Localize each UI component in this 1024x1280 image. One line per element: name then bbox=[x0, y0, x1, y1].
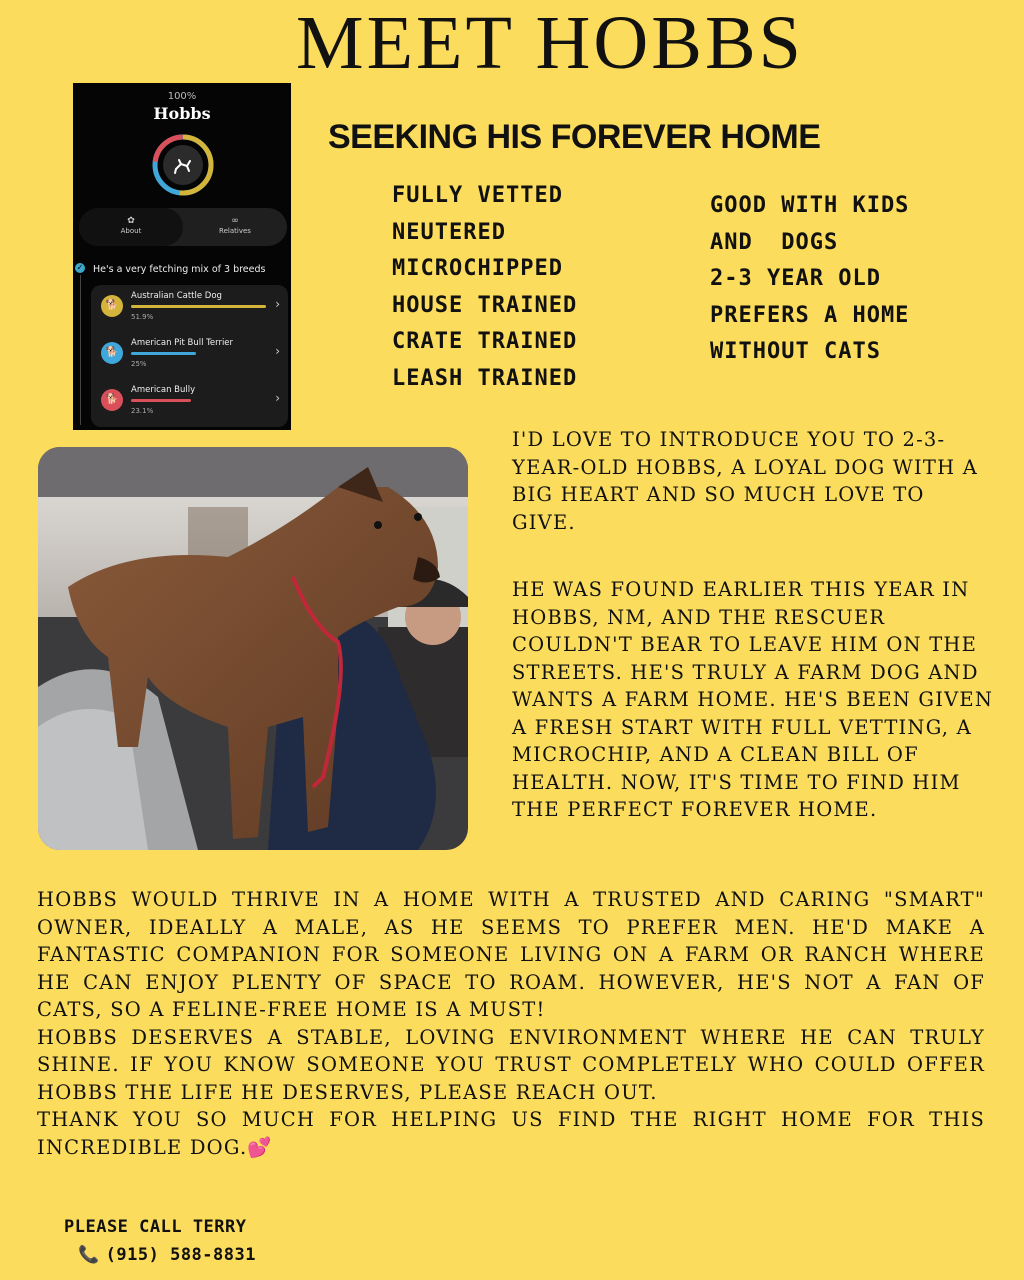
breed-percent: 23.1% bbox=[131, 407, 154, 415]
breed-bar bbox=[131, 399, 191, 402]
contact-label: PLEASE CALL TERRY bbox=[64, 1217, 247, 1237]
trait-item: LEASH TRAINED bbox=[392, 365, 578, 391]
trait-item: NEUTERED bbox=[392, 219, 506, 245]
breed-name: Australian Cattle Dog bbox=[131, 291, 222, 301]
paw-icon: ✿ bbox=[127, 216, 135, 226]
dog-silhouette-icon: 🐕 bbox=[101, 389, 123, 411]
trait-item: WITHOUT CATS bbox=[710, 339, 881, 364]
poster-title: MEET HOBBS bbox=[296, 1, 804, 85]
chevron-right-icon: › bbox=[275, 297, 280, 311]
traits-list-left bbox=[392, 178, 577, 397]
tab-about-label: About bbox=[120, 227, 142, 235]
trait-item: CRATE TRAINED bbox=[392, 329, 578, 354]
trait-item: AND DOGS bbox=[710, 229, 839, 255]
breed-name: American Pit Bull Terrier bbox=[131, 338, 234, 348]
details-text bbox=[37, 886, 985, 1161]
phone-icon: 📞 bbox=[78, 1245, 100, 1265]
chevron-right-icon: › bbox=[275, 344, 280, 358]
trait-item: MICROCHIPPED bbox=[392, 256, 563, 281]
intro-text: I'D LOVE TO INTRODUCE YOU TO 2-3-YEAR-OLD HOBBS, A LOYAL DOG WITH A BIG HEART AND SO MUCH LOVE TO GIVE. bbox=[512, 428, 978, 534]
breed-percent: 25% bbox=[131, 360, 147, 368]
breed-name: American Bully bbox=[131, 385, 196, 395]
breed-bar bbox=[131, 305, 266, 308]
trait-item: 2-3 YEAR OLD bbox=[710, 266, 881, 291]
chevron-right-icon: › bbox=[275, 391, 280, 405]
details-paragraph: THANK YOU SO MUCH FOR HELPING US FIND THE RIGHT HOME FOR THIS INCREDIBLE DOG.💕 bbox=[37, 1108, 985, 1159]
check-icon: ✓ bbox=[76, 263, 84, 272]
app-tab-bar bbox=[79, 208, 287, 246]
details-paragraph: HOBBS WOULD THRIVE IN A HOME WITH A TRUSTED AND CARING "SMART" OWNER, IDEALLY A MALE, AS HE SEEMS TO PREFER MEN. HE'D MAKE A FANTASTIC COMPANION FOR SOMEONE LIVING ON A FARM OR RANCH WHERE HE CAN ENJOY PLENTY OF SPACE TO ROAM. HOWEVER, HE'S NOT A FAN OF CATS, SO A FELINE-FREE HOME IS A MUST! bbox=[37, 888, 985, 1021]
trait-item: PREFERS A HOME bbox=[710, 302, 910, 328]
trait-item: FULLY VETTED bbox=[392, 183, 563, 208]
tab-relatives[interactable] bbox=[183, 208, 287, 246]
phone-number[interactable]: (915) 588-8831 bbox=[105, 1245, 256, 1265]
app-percent: 100% bbox=[167, 91, 197, 102]
traits-list-right bbox=[710, 188, 909, 371]
dna-app-screenshot bbox=[73, 83, 291, 430]
breed-ring-chart bbox=[151, 133, 215, 197]
breed-row-american-bully[interactable] bbox=[91, 379, 288, 426]
breeds-heading: He's a very fetching mix of 3 breeds bbox=[93, 264, 266, 275]
breed-bar bbox=[131, 352, 196, 355]
rings-icon: ∞ bbox=[231, 216, 239, 226]
breed-percent: 51.9% bbox=[131, 313, 154, 321]
subtitle: SEEKING HIS FOREVER HOME bbox=[328, 118, 821, 156]
breed-row-american-pit-bull-terrier[interactable] bbox=[91, 332, 288, 379]
contact-block bbox=[64, 1213, 256, 1269]
breed-list bbox=[91, 285, 288, 427]
dog-silhouette-icon: 🐕 bbox=[101, 295, 123, 317]
tab-about[interactable] bbox=[79, 208, 183, 246]
timeline-line bbox=[80, 275, 81, 425]
details-paragraph: HOBBS DESERVES A STABLE, LOVING ENVIRONMENT WHERE HE CAN TRULY SHINE. IF YOU KNOW SOMEONE YOU TRUST COMPLETELY WHO COULD OFFER HOBBS THE LIFE HE DESERVES, PLEASE REACH OUT. bbox=[37, 1025, 985, 1104]
tab-relatives-label: Relatives bbox=[219, 227, 251, 235]
app-dog-name: Hobbs bbox=[153, 104, 211, 123]
story-text: HE WAS FOUND EARLIER THIS YEAR IN HOBBS, NM, AND THE RESCUER COULDN'T BEAR TO LEAVE HIM ON THE STREETS. HE'S TRULY A FARM DOG AND WANTS A FARM HOME. HE'S BEEN GIVEN A FRESH START WITH FULL VETTING, A MICROCHIP, AND A CLEAN BILL OF HEALTH. NOW, IT'S TIME TO FIND HIM THE PERFECT FOREVER HOME. bbox=[512, 578, 994, 821]
dog-photo bbox=[38, 447, 468, 850]
dog-silhouette-icon: 🐕 bbox=[101, 342, 123, 364]
phone-row[interactable] bbox=[64, 1241, 256, 1269]
trait-item: GOOD WITH KIDS bbox=[710, 193, 910, 218]
breed-row-australian-cattle-dog[interactable] bbox=[91, 285, 288, 332]
trait-item: HOUSE TRAINED bbox=[392, 292, 578, 318]
